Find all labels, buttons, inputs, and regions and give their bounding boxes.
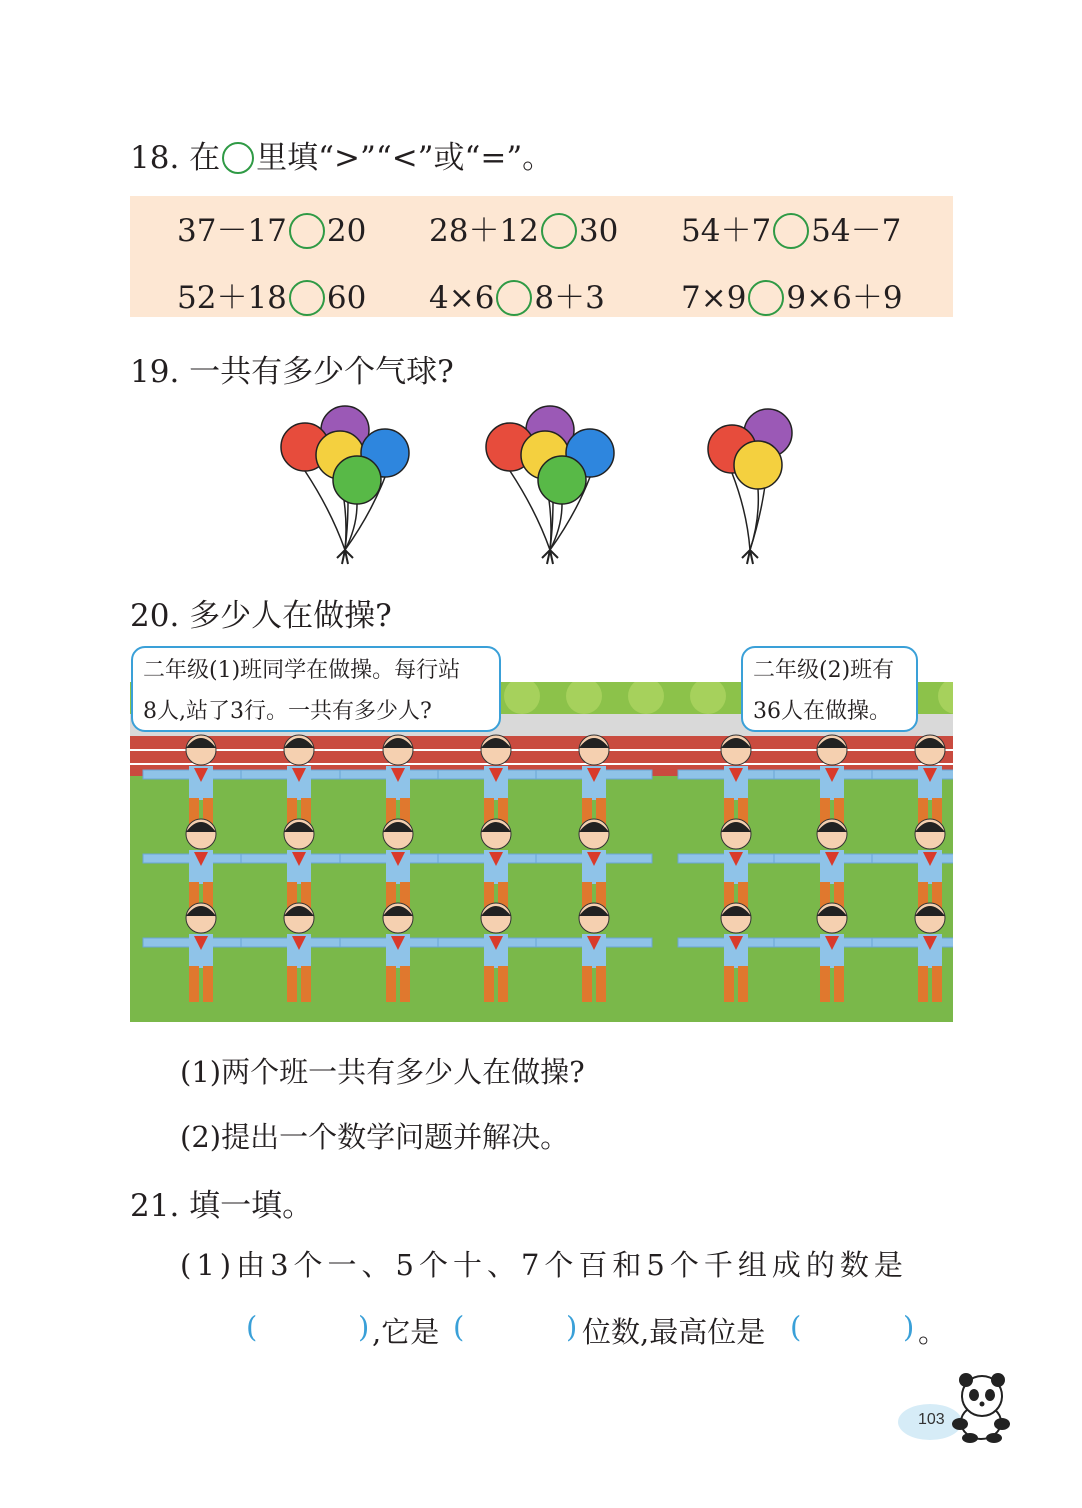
blank-2-close[interactable]: ) [566, 1310, 578, 1344]
answer-circle-icon[interactable] [496, 280, 532, 316]
q18-title [130, 132, 553, 177]
blank-1-close[interactable]: ) [358, 1310, 370, 1344]
blank-1-open[interactable]: ( [246, 1310, 258, 1344]
q21-title: 21. 填一填。 [130, 1188, 314, 1224]
speech-bubble-class2 [741, 646, 918, 732]
comparison-left: 4×6 [429, 280, 495, 316]
answer-circle-icon[interactable] [541, 213, 577, 249]
comparison-item [177, 205, 366, 250]
comparison-right: 9×6＋9 [786, 280, 903, 316]
exercise-scene [130, 682, 953, 1022]
q21-text-end: 。 [918, 1315, 948, 1349]
answer-circle-icon[interactable] [773, 213, 809, 249]
answer-circle-icon[interactable] [289, 280, 325, 316]
comparison-left: 37－17 [177, 213, 287, 249]
balloon-bunch [708, 409, 792, 564]
balloons-illustration [260, 400, 840, 570]
comparison-right: 20 [326, 213, 367, 249]
q21-text-mid2: 位数,最高位是 [582, 1315, 766, 1349]
q20-sub2: (2)提出一个数学问题并解决。 [180, 1120, 570, 1154]
bubble-line: 二年级(1)班同学在做操。每行站 [143, 658, 461, 683]
q20-title: 20. 多少人在做操? [130, 598, 392, 634]
exercise-scene-image [130, 682, 953, 1022]
q18-number: 18. [130, 140, 180, 176]
page-number: 103 [918, 1411, 945, 1428]
comparison-right: 8＋3 [534, 280, 605, 316]
comparison-item [429, 205, 618, 250]
comparison-left: 54＋7 [681, 213, 772, 249]
bubble-line: 36人在做操。 [753, 699, 891, 724]
q18-suffix: 里填“>”“<”或“=”。 [256, 140, 554, 176]
comparison-item [429, 272, 605, 317]
q21-line1: (1)由3个一、5个十、7个百和5个千组成的数是 [180, 1248, 908, 1282]
q20-sub1: (1)两个班一共有多少人在做操? [180, 1055, 585, 1089]
balloon [538, 456, 586, 504]
comparison-left: 28＋12 [429, 213, 539, 249]
answer-circle-icon[interactable] [289, 213, 325, 249]
q18-prefix: 在 [189, 140, 221, 176]
bubble-line: 二年级(2)班有 [753, 658, 895, 683]
comparison-item [177, 272, 366, 317]
q19-title: 19. 一共有多少个气球? [130, 354, 454, 390]
balloon [734, 441, 782, 489]
q21-text-mid1: ,它是 [372, 1315, 440, 1349]
answer-circle-icon[interactable] [748, 280, 784, 316]
blank-3-open[interactable]: ( [790, 1310, 802, 1344]
comparison-left: 52＋18 [177, 280, 287, 316]
blank-3-close[interactable]: ) [903, 1310, 915, 1344]
panda-icon [946, 1372, 1016, 1444]
balloon [333, 456, 381, 504]
comparison-item [681, 205, 901, 250]
comparison-right: 60 [326, 280, 367, 316]
speech-bubble-class1 [131, 646, 501, 732]
balloon-bunch [281, 406, 409, 564]
comparison-right: 54－7 [811, 213, 902, 249]
comparison-left: 7×9 [681, 280, 747, 316]
bubble-line: 8人,站了3行。一共有多少人? [143, 699, 432, 724]
answer-circle-icon [222, 142, 254, 174]
blank-2-open[interactable]: ( [453, 1310, 465, 1344]
balloon-bunch [486, 406, 614, 564]
comparison-item [681, 272, 903, 317]
comparison-right: 30 [578, 213, 619, 249]
